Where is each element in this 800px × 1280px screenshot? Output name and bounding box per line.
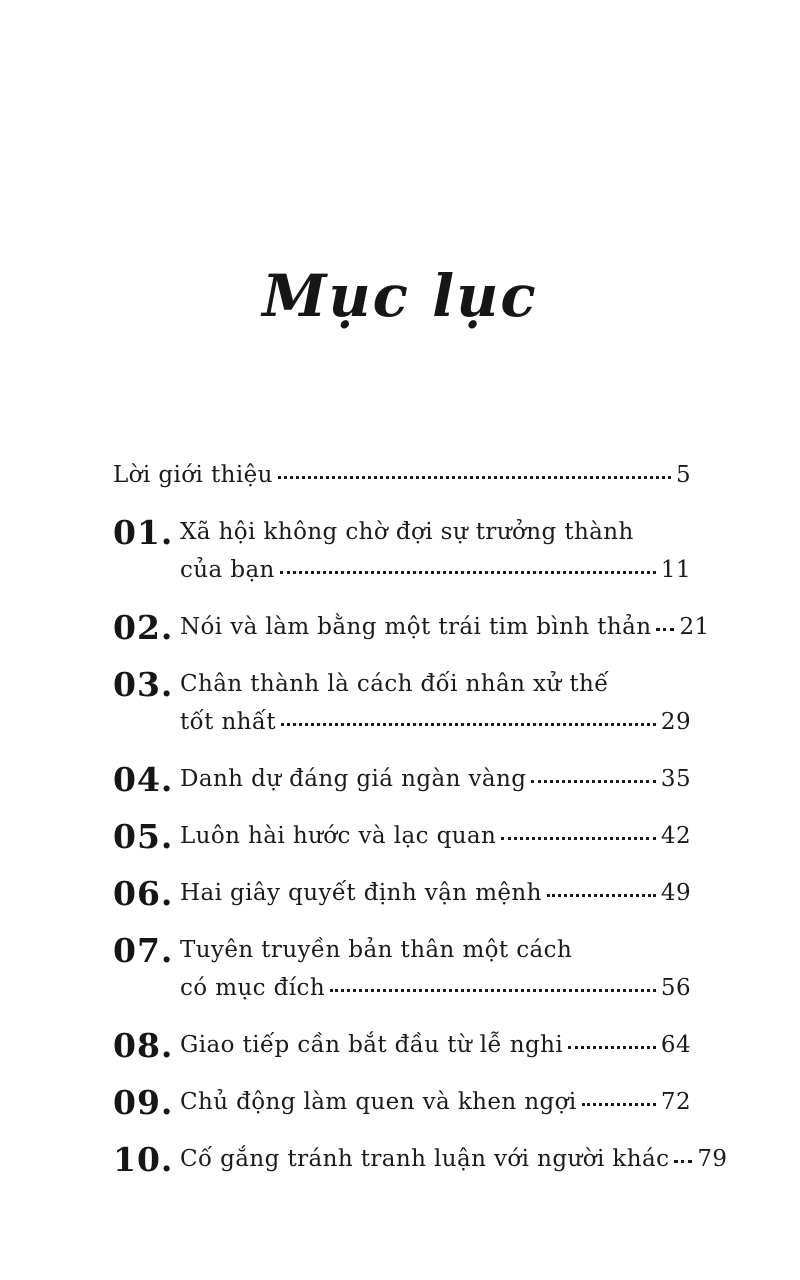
toc-entry-10 xyxy=(113,1140,728,1179)
dot-leader xyxy=(568,1046,656,1049)
page-number: 42 xyxy=(660,823,691,849)
chapter-title: Cố gắng tránh tranh luận với người khác xyxy=(180,1146,670,1172)
toc-entry-01 xyxy=(113,513,691,586)
chapter-title: Danh dự đáng giá ngàn vàng xyxy=(180,766,527,792)
toc-entry-05 xyxy=(113,817,691,856)
chapter-number: 01. xyxy=(113,513,174,552)
page-number: 29 xyxy=(660,709,691,735)
table-of-contents xyxy=(113,460,728,1201)
toc-entry-09 xyxy=(113,1083,691,1122)
chapter-number: 08. xyxy=(113,1026,174,1065)
chapter-number: 09. xyxy=(113,1083,174,1122)
intro-label: Lời giới thiệu xyxy=(113,462,273,488)
chapter-number: 02. xyxy=(113,608,174,647)
dot-leader xyxy=(280,571,656,574)
dot-leader xyxy=(281,723,656,726)
dot-leader xyxy=(501,837,656,840)
dot-leader xyxy=(330,989,656,992)
dot-leader xyxy=(656,628,674,631)
chapter-title: Luôn hài hước và lạc quan xyxy=(180,823,497,849)
dot-leader xyxy=(278,476,671,479)
page-number: 35 xyxy=(660,766,691,792)
toc-entry-07 xyxy=(113,931,691,1004)
chapter-number: 05. xyxy=(113,817,174,856)
chapter-title: Nói và làm bằng một trái tim bình thản xyxy=(180,614,652,640)
chapter-title-line2: tốt nhất xyxy=(180,709,277,735)
toc-entry-06 xyxy=(113,874,691,913)
chapter-title: Hai giây quyết định vận mệnh xyxy=(180,880,542,906)
page-number: 72 xyxy=(660,1089,691,1115)
dot-leader xyxy=(674,1160,692,1163)
page-number: 79 xyxy=(697,1146,728,1172)
toc-entry-04 xyxy=(113,760,691,799)
chapter-number: 03. xyxy=(113,665,174,704)
page-number: 49 xyxy=(660,880,691,906)
dot-leader xyxy=(547,894,656,897)
page-title: Mục lục xyxy=(262,262,538,330)
chapter-title-line2: của bạn xyxy=(180,557,275,583)
chapter-title: Chủ động làm quen và khen ngợi xyxy=(180,1089,577,1115)
page-number: 5 xyxy=(675,462,691,488)
dot-leader xyxy=(582,1103,656,1106)
page-number: 64 xyxy=(660,1032,691,1058)
chapter-title: Giao tiếp cần bắt đầu từ lễ nghi xyxy=(180,1032,564,1058)
chapter-number: 06. xyxy=(113,874,174,913)
chapter-title-line1: Xã hội không chờ đợi sự trưởng thành xyxy=(180,519,634,545)
page-number: 21 xyxy=(679,614,710,640)
toc-entry-intro xyxy=(113,460,691,491)
chapter-number: 07. xyxy=(113,931,174,970)
chapter-title-line1: Chân thành là cách đối nhân xử thế xyxy=(180,671,609,697)
chapter-title-line1: Tuyên truyền bản thân một cách xyxy=(180,937,573,963)
chapter-number: 10. xyxy=(113,1140,174,1179)
page-number: 11 xyxy=(660,557,691,583)
toc-entry-02 xyxy=(113,608,710,647)
dot-leader xyxy=(531,780,656,783)
toc-entry-03 xyxy=(113,665,691,738)
chapter-title-line2: có mục đích xyxy=(180,975,326,1001)
chapter-number: 04. xyxy=(113,760,174,799)
page-number: 56 xyxy=(660,975,691,1001)
toc-entry-08 xyxy=(113,1026,691,1065)
